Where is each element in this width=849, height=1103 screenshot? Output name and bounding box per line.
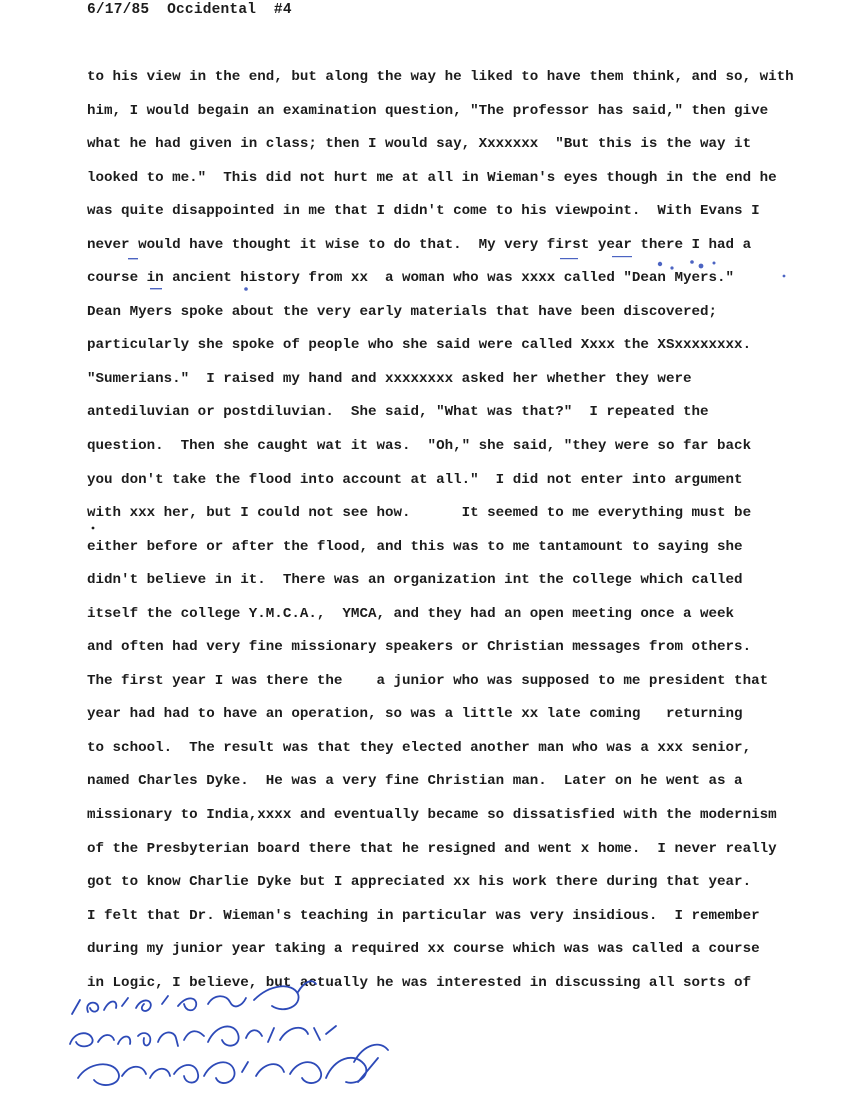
text-line: with xxx her, but I could not see how. It seemed to me everything must be — [87, 505, 752, 522]
page-header: 6/17/85 Occidental #4 — [87, 2, 292, 18]
text-line: you don't take the flood into account at all." I did not enter into argument — [87, 471, 743, 488]
text-line: got to know Charlie Dyke but I appreciated xx his work there during that year. — [87, 874, 752, 891]
text-line: antediluvian or postdiluvian. She said, "What was that?" I repeated the — [87, 404, 709, 421]
signature-drawing — [58, 978, 398, 1098]
text-line: never would have thought it wise to do that. My very first year there I had a — [87, 236, 752, 253]
text-line: I felt that Dr. Wieman's teaching in particular was very insidious. I remember — [87, 907, 760, 924]
text-line: The first year I was there the a junior who was supposed to me president that — [87, 672, 769, 689]
text-line: him, I would begain an examination question, "The professor has said," then give — [87, 102, 769, 119]
text-line: didn't believe in it. There was an organization int the college which called — [87, 572, 743, 589]
handwritten-signature — [58, 978, 398, 1098]
text-line: and often had very fine missionary speakers or Christian messages from others. — [87, 639, 752, 656]
text-line: course in ancient history from xx a woman who was xxxx called "Dean Myers." — [87, 270, 735, 287]
text-line: either before or after the flood, and this was to me tantamount to saying she — [87, 538, 743, 555]
text-line: "Sumerians." I raised my hand and xxxxxxxx asked her whether they were — [87, 370, 692, 387]
text-line: of the Presbyterian board there that he resigned and went x home. I never really — [87, 840, 777, 857]
text-line: to his view in the end, but along the way he liked to have them think, and so, with — [87, 69, 794, 85]
text-line: particularly she spoke of people who she said were called Xxxx the XSxxxxxxxx. — [87, 337, 752, 354]
text-line: during my junior year taking a required xx course which was was called a course — [87, 941, 760, 958]
text-line: named Charles Dyke. He was a very fine Christian man. Later on he went as a — [87, 773, 743, 790]
text-line: to school. The result was that they elected another man who was a xxx senior, — [87, 739, 752, 756]
text-line: itself the college Y.M.C.A., YMCA, and they had an open meeting once a week — [87, 605, 735, 622]
body-text — [87, 65, 827, 1004]
text-line: was quite disappointed in me that I didn't come to his viewpoint. With Evans I — [87, 203, 760, 220]
text-line: Dean Myers spoke about the very early materials that have been discovered; — [87, 303, 718, 320]
text-line: what he had given in class; then I would say, Xxxxxxx "But this is the way it — [87, 136, 752, 153]
text-line: missionary to India,xxxx and eventually became so dissatisfied with the modernism — [87, 807, 777, 824]
text-line: looked to me." This did not hurt me at all in Wieman's eyes though in the end he — [87, 169, 777, 186]
text-line: question. Then she caught wat it was. "Oh," she said, "they were so far back — [87, 438, 752, 455]
text-line: year had had to have an operation, so was a little xx late coming returning — [87, 706, 743, 723]
text-line: in Logic, I believe, but actually he was interested in discussing all sorts of — [87, 974, 752, 991]
